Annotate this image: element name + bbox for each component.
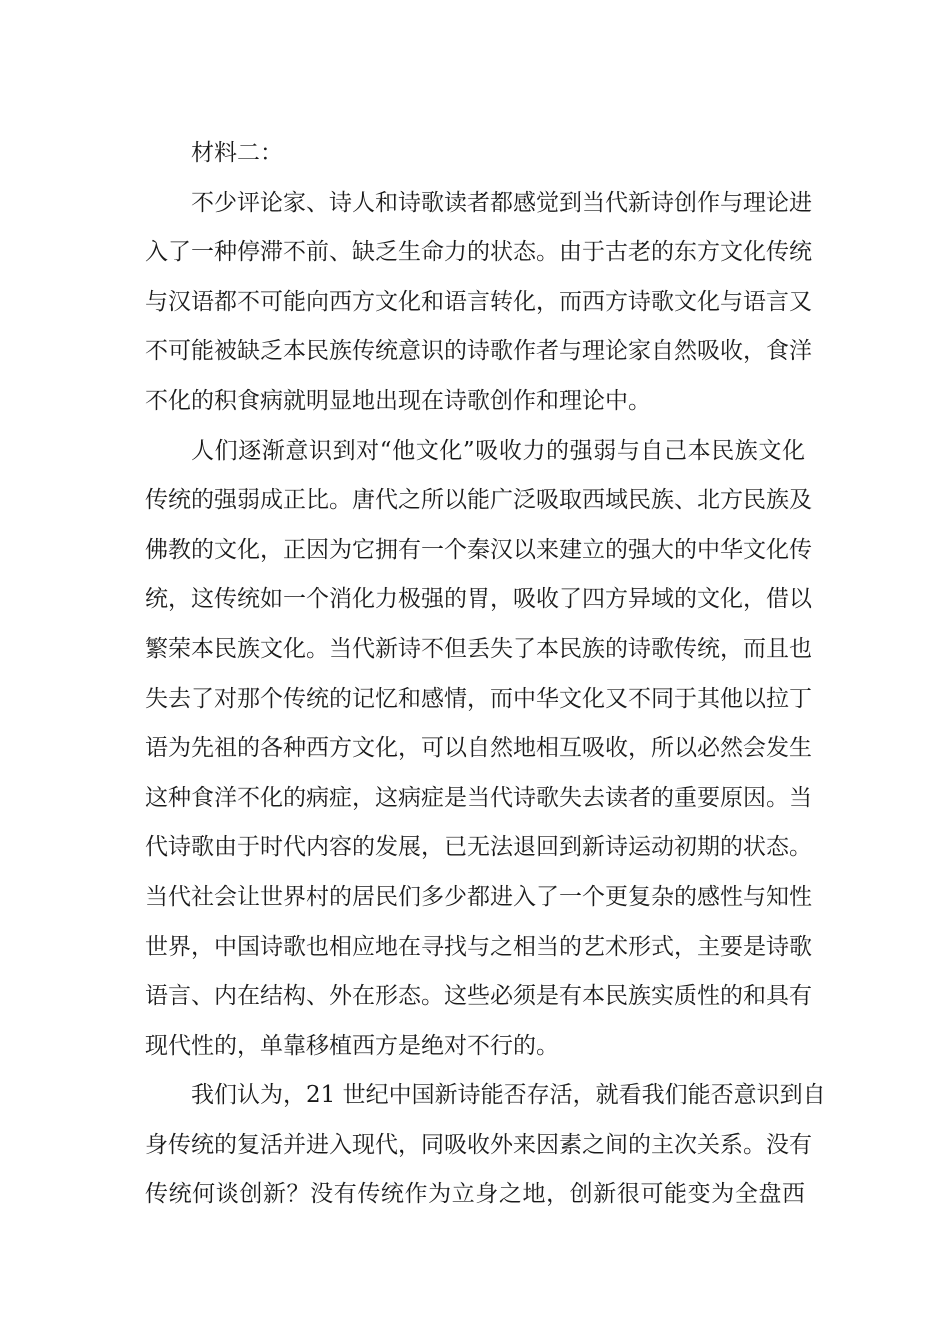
paragraph-1-line-1: 不少评论家、诗人和诗歌读者都感觉到当代新诗创作与理论进 — [191, 189, 812, 216]
paragraph-2-line-8: 这种食洋不化的病症，这病症是当代诗歌失去读者的重要原因。当 — [145, 784, 812, 811]
paragraph-2-line-10: 当代社会让世界村的居民们多少都进入了一个更复杂的感性与知性 — [145, 883, 812, 910]
paragraph-2-line-5: 繁荣本民族文化。当代新诗不但丢失了本民族的诗歌传统，而且也 — [145, 635, 812, 662]
paragraph-2-line-13: 现代性的，单靠移植西方是绝对不行的。 — [145, 1032, 559, 1059]
paragraph-2-line-11: 世界，中国诗歌也相应地在寻找与之相当的艺术形式，主要是诗歌 — [145, 933, 812, 960]
paragraph-1-line-5: 不化的积食病就明显地出现在诗歌创作和理论中。 — [145, 387, 651, 414]
paragraph-2-line-3: 佛教的文化，正因为它拥有一个秦汉以来建立的强大的中华文化传 — [145, 536, 812, 563]
paragraph-3-line-2: 身传统的复活并进入现代，同吸收外来因素之间的主次关系。没有 — [145, 1131, 812, 1158]
paragraph-1-line-3: 与汉语都不可能向西方文化和语言转化，而西方诗歌文化与语言又 — [145, 288, 812, 315]
paragraph-2-line-1: 人们逐渐意识到对“他文化”吸收力的强弱与自己本民族文化 — [191, 437, 805, 464]
paragraph-1-line-2: 入了一种停滞不前、缺乏生命力的状态。由于古老的东方文化传统 — [145, 239, 812, 266]
material-heading: 材料二： — [191, 140, 283, 166]
document-body — [145, 129, 826, 1220]
paragraph-2-line-2: 传统的强弱成正比。唐代之所以能广泛吸取西域民族、北方民族及 — [145, 487, 812, 514]
paragraph-2-line-12: 语言、内在结构、外在形态。这些必须是有本民族实质性的和具有 — [145, 983, 812, 1010]
paragraph-3-line-1: 我们认为，21 世纪中国新诗能否存活，就看我们能否意识到自 — [191, 1082, 826, 1109]
paragraph-2-line-6: 失去了对那个传统的记忆和感情，而中华文化又不同于其他以拉丁 — [145, 685, 812, 712]
paragraph-2-line-4: 统，这传统如一个消化力极强的胃，吸收了四方异域的文化，借以 — [145, 586, 812, 613]
paragraph-2-line-9: 代诗歌由于时代内容的发展，已无法退回到新诗运动初期的状态。 — [145, 834, 812, 861]
paragraph-2-line-7: 语为先祖的各种西方文化，可以自然地相互吸收，所以必然会发生 — [145, 735, 812, 762]
paragraph-1-line-4: 不可能被缺乏本民族传统意识的诗歌作者与理论家自然吸收，食洋 — [145, 338, 812, 365]
paragraph-3-line-3: 传统何谈创新？没有传统作为立身之地，创新很可能变为全盘西 — [145, 1181, 805, 1208]
